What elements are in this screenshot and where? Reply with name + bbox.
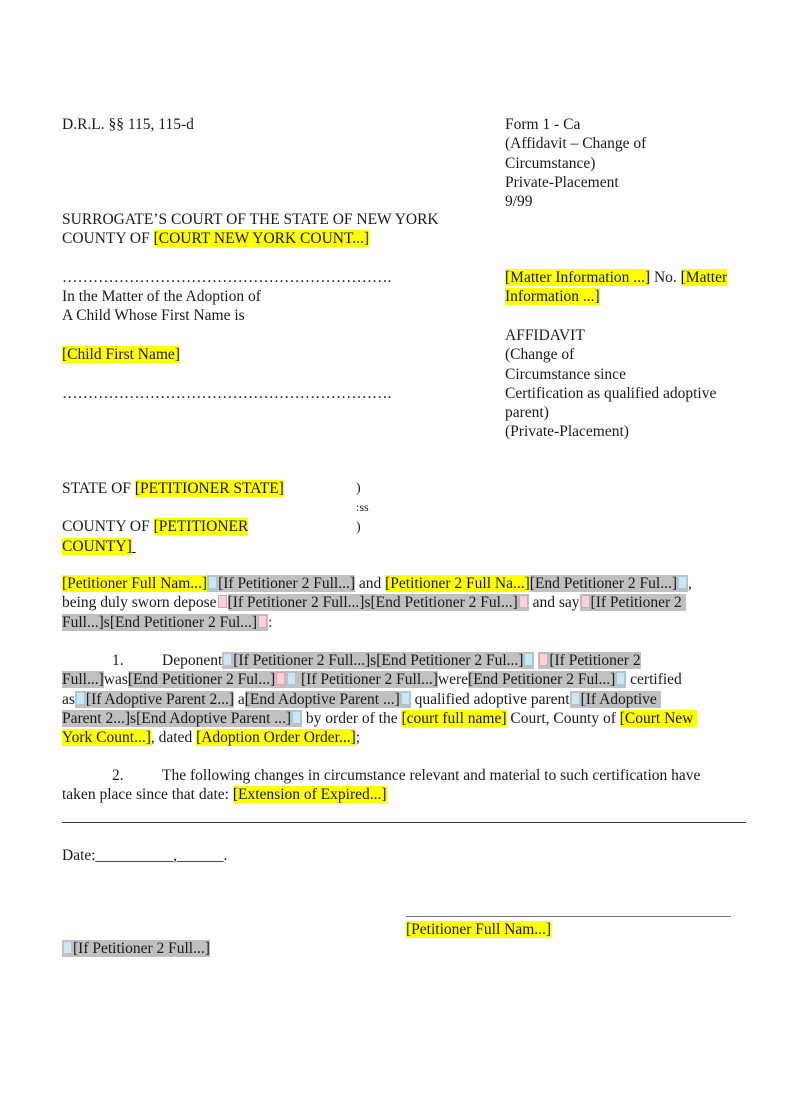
end-petitioner2-field[interactable]: [End Petitioner 2 Ful...] [370,594,518,612]
paragraph-1 [62,651,752,747]
if-petitioner2-field-cont[interactable]: Full...] [62,671,104,689]
if-petitioner2-field[interactable]: [If Petitioner 2 Full...] [233,652,371,669]
county-label: COUNTY OF [62,518,154,536]
petitioner-county-field[interactable]: [PETITIONER [153,518,249,536]
text: and [354,575,386,592]
field-marker-icon [258,615,267,628]
text: certified [626,671,682,689]
matter-number-field[interactable]: [Matter [680,269,728,286]
text: Deponent [162,652,223,669]
affidavit-line: AFFIDAVIT [505,327,585,344]
matter-number [505,268,727,307]
county-label: COUNTY OF [62,230,154,248]
field-marker-icon [76,692,85,705]
field-marker-icon [581,595,590,608]
paragraph-2 [62,766,752,805]
petitioner-state-field[interactable]: [PETITIONER STATE] [134,480,284,497]
text: , dated [150,729,197,747]
text: The following changes in circumstance relevant and material to such certification have [162,767,701,784]
affidavit-line: (Change of [505,346,575,364]
venue-block [62,479,284,556]
end-petitioner2-field[interactable]: [End Petitioner 2 Ful...] [109,613,258,631]
text: s [370,652,377,669]
if-petitioner2-field[interactable]: [If Petitioner 2 Full...] [301,671,438,689]
if-petitioner2-field[interactable]: [If Petitioner 2 Full...] [73,940,210,957]
field-marker-icon [524,653,533,666]
child-first-name-field[interactable]: [Child First Name] [62,346,180,363]
intro-paragraph [62,574,752,632]
text: taken place since that date: [62,786,233,804]
field-marker-icon [539,653,548,666]
text: s [364,594,371,612]
if-adoptive-field[interactable]: [If Adoptive [580,690,657,708]
date-blank-year[interactable]: ______ [176,847,224,864]
petitioner-county-field-cont[interactable]: COUNTY] [62,537,132,555]
text: qualified adoptive parent [410,690,570,708]
matter-number-field-cont[interactable]: Information ...] [505,288,600,306]
child-name-row [62,345,180,364]
form-info [505,115,646,211]
court-heading [62,210,439,249]
affidavit-line: (Private-Placement) [505,423,629,441]
end-petitioner2-field[interactable]: [End Petitioner 2 Ful...] [529,575,678,592]
date-blank-month-day[interactable]: __________ [95,847,174,864]
signature-petitioner2 [62,939,210,958]
field-marker-icon [401,692,410,705]
field-marker-icon [218,595,227,608]
petitioner-full-name-field[interactable]: [Petitioner Full Nam...] [406,921,552,938]
field-marker-icon [223,653,232,666]
adoption-order-date-field[interactable]: [Adoption Order Order...] [196,729,356,747]
end-adoptive-parent-field[interactable]: [End Adoptive Parent ...] [136,709,292,727]
paragraph-number: 2. [112,767,124,784]
form-line: 9/99 [505,193,533,211]
if-adoptive-field-cont[interactable]: Parent 2...] [62,709,131,727]
paren: ) [356,481,361,496]
no-label: No. [650,269,681,286]
caption-dotted-line-top: ………………………………………………………. [62,269,392,286]
court-county-field[interactable]: [Court New [619,709,694,727]
text: . [223,847,228,864]
end-petitioner2-field[interactable]: [End Petitioner 2 Ful...] [376,652,524,669]
if-petitioner2-field[interactable]: [If Petitioner 2 [549,652,641,669]
date-line [62,846,227,865]
field-marker-icon [276,672,285,685]
affidavit-title [505,326,716,442]
field-marker-icon [616,672,625,685]
court-county-field-cont[interactable]: York Count...] [62,729,151,747]
paragraph-number: 1. [112,652,124,669]
field-marker-icon [292,711,301,724]
text: a [234,690,245,708]
affidavit-line: Circumstance since [505,365,626,383]
text: by order of the [302,709,402,727]
statute-reference: D.R.L. §§ 115, 115-d [62,116,194,133]
field-marker-icon [208,576,217,589]
form-line: Circumstance) [505,154,596,172]
form-line: Private-Placement [505,173,619,191]
field-marker-icon [519,595,528,608]
court-county-field[interactable]: [COURT NEW YORK COUNT...] [153,230,370,248]
petitioner-full-name-field[interactable]: [Petitioner Full Nam...] [62,575,208,592]
changes-blank-line[interactable] [62,822,746,823]
matter-information-field[interactable]: [Matter Information ...] [505,269,651,286]
text: was [103,671,128,689]
if-petitioner2-field[interactable]: [If Petitioner 2 Full...] [227,594,365,612]
end-adoptive-parent-field[interactable]: [End Adoptive Parent ...] [244,690,400,708]
text: s [130,709,137,727]
text: ; [355,729,361,747]
text: : [268,613,273,631]
if-adoptive-parent2-field[interactable]: [If Adoptive Parent 2...] [85,690,234,708]
text: , [688,575,692,592]
text: Court, County of [506,709,620,727]
matter-line: A Child Whose First Name is [62,307,245,325]
field-marker-icon [571,692,580,705]
ss-bracket [356,479,369,537]
end-petitioner2-field[interactable]: [End Petitioner 2 Ful...] [127,671,276,689]
text: and say [528,594,580,612]
form-line: (Affidavit – Change of [505,135,647,153]
affidavit-line: Certification as qualified adoptive [505,384,717,402]
petitioner2-full-name-field[interactable]: [Petitioner 2 Full Na...] [385,575,530,592]
if-petitioner2-field-cont[interactable]: Full...] [62,613,104,631]
text: s [103,613,110,631]
text: were [437,671,469,689]
form-line: Form 1 - Ca [505,116,581,133]
text: as [62,690,75,708]
signature-name [406,920,551,939]
matter-line: In the Matter of the Adoption of [62,288,261,305]
court-title: SURROGATE’S COURT OF THE STATE OF NEW YORK [62,211,439,228]
state-label: STATE OF [62,480,135,497]
end-petitioner2-field[interactable]: [End Petitioner 2 Ful...] [468,671,616,689]
court-full-name-field[interactable]: [court full name] [401,709,507,727]
if-petitioner2-field[interactable]: [If Petitioner 2 [590,594,682,612]
field-marker-icon [63,941,72,954]
extension-of-expired-field[interactable]: [Extension of Expired...] [232,786,387,804]
signature-line[interactable] [406,916,731,917]
text: , [173,847,177,864]
text: being duly sworn depose [62,594,217,612]
field-marker-icon [678,576,687,589]
affidavit-line: parent) [505,404,549,422]
field-marker-icon [287,672,296,685]
date-label: Date: [62,847,96,864]
caption-dotted-line-bottom: ………………………………………………………. [62,385,392,402]
if-petitioner2-field[interactable]: [If Petitioner 2 Full...] [218,575,355,592]
paren: ) [356,519,361,535]
ss-label: :ss [356,500,369,515]
matter-caption [62,287,261,326]
